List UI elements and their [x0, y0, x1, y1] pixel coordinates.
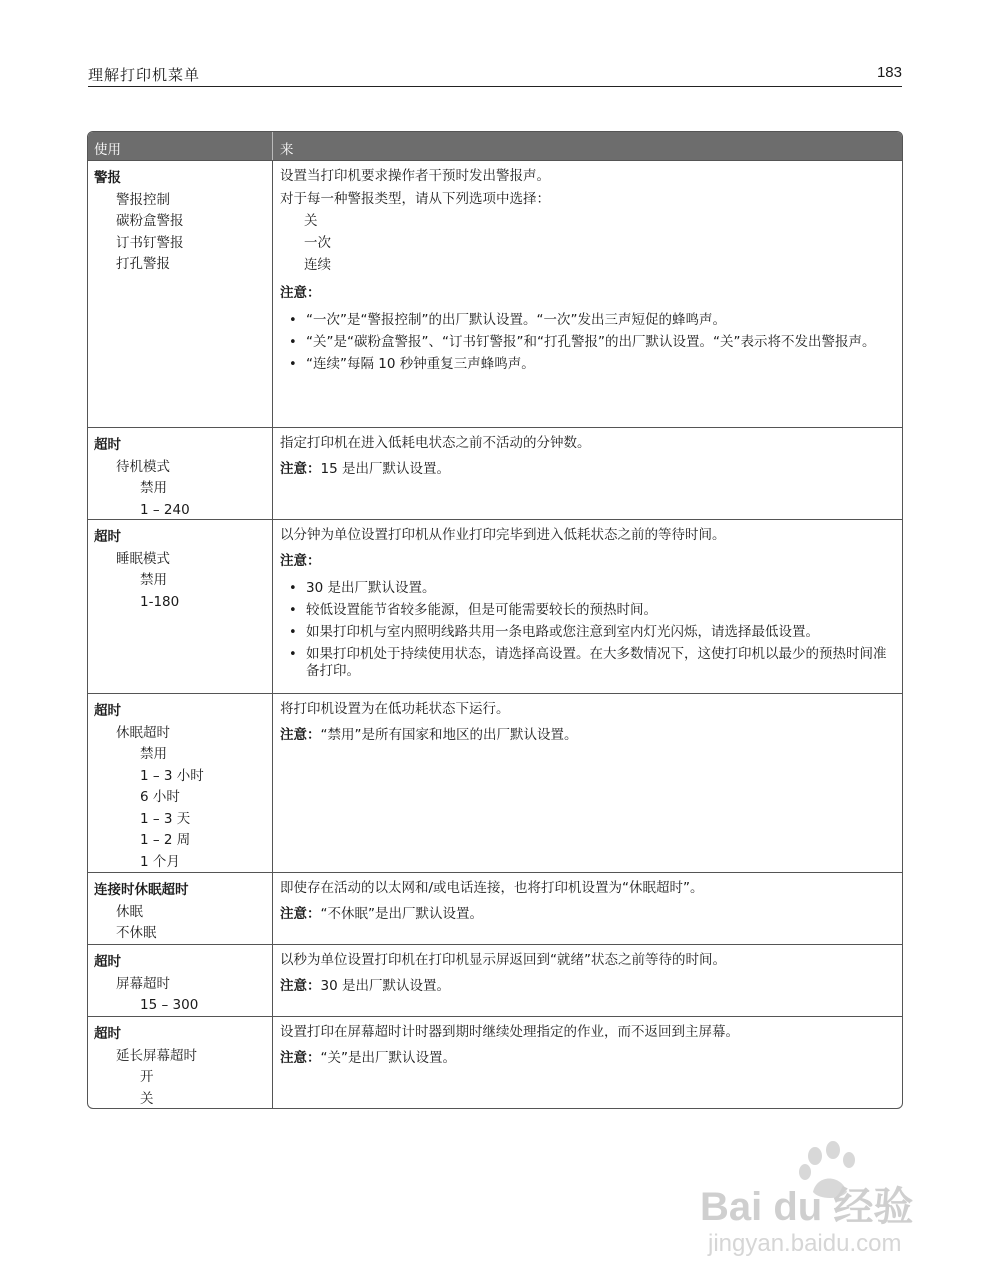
table-row [88, 1016, 902, 1108]
note-label: 注意： [280, 978, 321, 994]
note-text: “关”是出厂默认设置。 [320, 1050, 456, 1066]
menu-cell [88, 694, 273, 872]
description-cell [273, 161, 902, 427]
column-header-to: 来 [280, 142, 294, 158]
menu-cell [88, 945, 273, 1016]
note-bullet: • 较低设置能节省较多能源，但是可能需要较长的预热时间。 [280, 602, 894, 619]
chapter-title: 理解打印机菜单 [88, 66, 201, 84]
description-text: 即使存在活动的以太网和/或电话连接，也将打印机设置为“休眠超时”。 [280, 880, 704, 896]
menu-item: 屏幕超时 [116, 975, 170, 992]
option-value: 一次 [304, 235, 331, 251]
option-value: 关 [304, 213, 318, 229]
description-text: 指定打印机在进入低耗电状态之前不活动的分钟数。 [280, 435, 591, 451]
menu-value: 1 – 240 [140, 501, 190, 518]
note-bullet: • “一次”是“警报控制”的出厂默认设置。“一次”发出三声短促的蜂鸣声。 [280, 312, 894, 329]
note-bullet: • “连续”每隔 10 秒钟重复三声蜂鸣声。 [280, 356, 894, 373]
watermark-brand: Bai du 经验 [700, 1185, 914, 1229]
menu-value: 1 – 3 天 [140, 810, 191, 827]
table-row [88, 872, 902, 944]
page-number: 183 [876, 64, 902, 81]
menu-cell [88, 873, 273, 944]
note-label: 注意： [280, 727, 321, 743]
menu-name: 超时 [94, 703, 121, 719]
menu-cell [88, 1017, 273, 1108]
note-text: 15 是出厂默认设置。 [320, 461, 450, 477]
menu-value: 1 – 2 周 [140, 832, 191, 848]
note-bullet: • 如果打印机与室内照明线路共用一条电路或您注意到室内灯光闪烁，请选择最低设置。 [280, 624, 894, 641]
table-row [88, 427, 902, 519]
description-cell [273, 873, 902, 944]
menu-value: 1 个月 [140, 853, 180, 870]
description-cell [273, 694, 902, 872]
note-text: 30 是出厂默认设置。 [320, 978, 450, 994]
note-label: 注意： [280, 553, 321, 569]
column-header-use: 使用 [88, 132, 273, 160]
page-header [88, 62, 902, 87]
menu-name: 超时 [94, 529, 121, 545]
description-text: 将打印机设置为在低功耗状态下运行。 [280, 701, 510, 717]
table-row [88, 160, 902, 427]
description-text: 设置打印在屏幕超时计时器到期时继续处理指定的作业，而不返回到主屏幕。 [280, 1024, 739, 1040]
menu-item: 休眠 [116, 903, 143, 920]
description-text: 设置当打印机要求操作者干预时发出警报声。 [280, 168, 550, 184]
menu-item: 订书钉警报 [116, 234, 184, 251]
note-text: “禁用”是所有国家和地区的出厂默认设置。 [320, 727, 578, 743]
menu-item: 待机模式 [116, 458, 170, 475]
menu-value: 关 [140, 1090, 154, 1107]
menu-value: 15 – 300 [140, 997, 199, 1013]
menu-value: 1 – 3 小时 [140, 767, 204, 784]
menu-cell [88, 428, 273, 519]
note-label: 注意： [280, 906, 321, 922]
menu-name: 超时 [94, 1026, 121, 1042]
menu-value: 6 小时 [140, 789, 180, 805]
menu-cell [88, 520, 273, 693]
description-cell [273, 520, 902, 693]
note-label: 注意： [280, 461, 321, 477]
menu-name: 警报 [94, 170, 121, 186]
menu-value: 禁用 [140, 572, 167, 588]
menu-value: 开 [140, 1069, 154, 1085]
description-cell [273, 945, 902, 1016]
description-text: 以分钟为单位设置打印机从作业打印完毕到进入低耗状态之前的等待时间。 [280, 527, 726, 543]
menu-name: 连接时休眠超时 [94, 882, 189, 898]
note-text: “不休眠”是出厂默认设置。 [320, 906, 483, 922]
table-row [88, 693, 902, 872]
menu-item: 不休眠 [116, 925, 157, 941]
menu-item: 睡眠模式 [116, 550, 170, 567]
menu-name: 超时 [94, 954, 121, 970]
table-row [88, 944, 902, 1016]
settings-table [87, 131, 903, 1109]
description-text: 以秒为单位设置打印机在打印机显示屏返回到“就绪”状态之前等待的时间。 [280, 952, 726, 968]
note-bullet: • 30 是出厂默认设置。 [280, 580, 894, 597]
description-cell [273, 1017, 902, 1108]
menu-value: 1-180 [140, 593, 180, 610]
note-bullet: • 如果打印机处于持续使用状态，请选择高设置。在大多数情况下，这使打印机以最少的预热时间准备打印。 [280, 646, 894, 680]
option-value: 连续 [304, 257, 331, 273]
note-label: 注意： [280, 285, 321, 301]
watermark-url: jingyan.baidu.com [708, 1230, 902, 1257]
watermark [700, 1140, 930, 1270]
menu-item: 警报控制 [116, 191, 170, 208]
table-row [88, 519, 902, 693]
note-label: 注意： [280, 1050, 321, 1066]
menu-value: 禁用 [140, 746, 167, 762]
table-header [88, 132, 902, 160]
menu-cell [88, 161, 273, 427]
menu-value: 禁用 [140, 480, 167, 496]
menu-item: 打孔警报 [116, 256, 170, 272]
menu-item: 休眠超时 [116, 724, 170, 741]
description-text: 对于每一种警报类型，请从下列选项中选择： [280, 191, 550, 207]
note-bullet: • “关”是“碳粉盒警报”、“订书钉警报”和“打孔警报”的出厂默认设置。“关”表示将不发出警报声。 [280, 334, 894, 351]
menu-item: 碳粉盒警报 [116, 213, 184, 229]
menu-item: 延长屏幕超时 [116, 1047, 197, 1064]
description-cell [273, 428, 902, 519]
menu-name: 超时 [94, 437, 121, 453]
